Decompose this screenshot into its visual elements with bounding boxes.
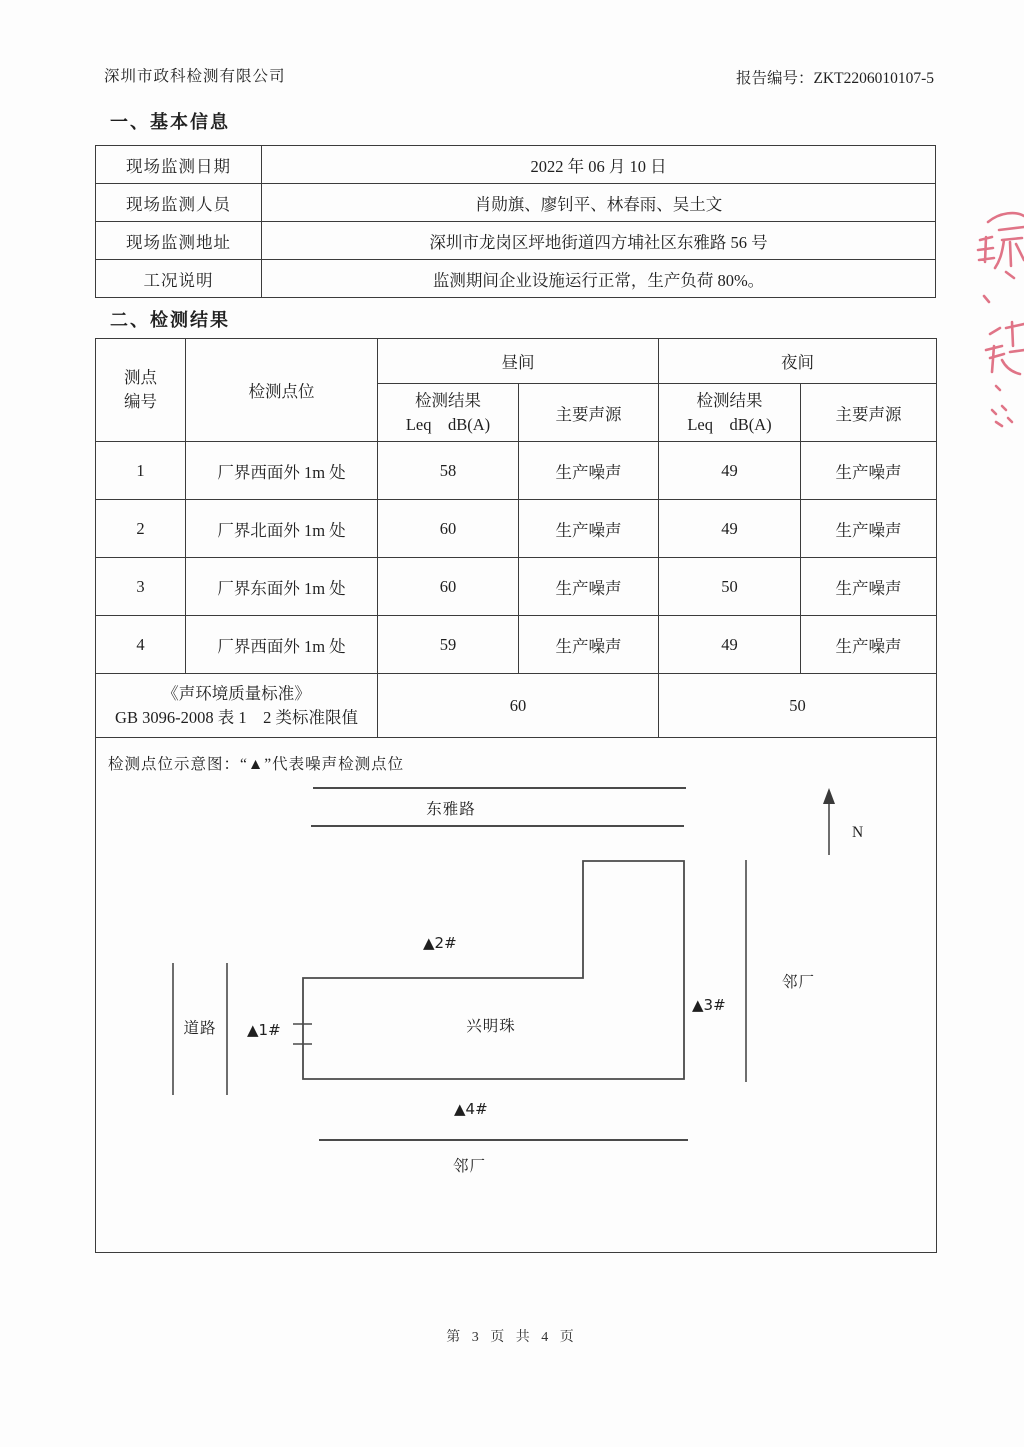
road-label-left: 道路 <box>183 1020 217 1037</box>
col-header-night-result: 检测结果 Leq dB(A) <box>659 384 801 442</box>
table-row <box>96 500 937 558</box>
day-leq: 60 <box>378 558 519 616</box>
night-source: 生产噪声 <box>801 558 937 616</box>
work-condition-label: 工况说明 <box>96 260 262 298</box>
col-header-day-source: 主要声源 <box>519 384 659 442</box>
monitor-date-label: 现场监测日期 <box>96 146 262 184</box>
section-title-basic-info: 一、基本信息 <box>110 112 230 132</box>
point-no: 4 <box>96 616 186 674</box>
header-report-number: 报告编号：ZKT2206010107-5 <box>735 70 934 87</box>
point-location: 厂界东面外 1m 处 <box>186 558 378 616</box>
table-row <box>96 184 936 222</box>
night-source: 生产噪声 <box>801 616 937 674</box>
results-table <box>95 338 937 1253</box>
point-no: 3 <box>96 558 186 616</box>
building-label: 兴明珠 <box>466 1018 516 1035</box>
point-location: 厂界北面外 1m 处 <box>186 500 378 558</box>
night-leq: 49 <box>659 500 801 558</box>
site-diagram-drawing <box>96 738 934 1250</box>
point-location: 厂界西面外 1m 处 <box>186 442 378 500</box>
day-source: 生产噪声 <box>519 616 659 674</box>
day-source: 生产噪声 <box>519 500 659 558</box>
day-leq: 59 <box>378 616 519 674</box>
day-source: 生产噪声 <box>519 558 659 616</box>
work-condition-value: 监测期间企业设施运行正常，生产负荷 80%。 <box>262 260 936 298</box>
red-stamp-fragment <box>966 200 1024 445</box>
page-footer: 第 3 页 共 4 页 <box>446 1330 578 1345</box>
table-row <box>96 442 937 500</box>
point-no: 1 <box>96 442 186 500</box>
col-header-point-no: 测点 编号 <box>96 339 186 442</box>
point-no: 2 <box>96 500 186 558</box>
table-row <box>96 260 936 298</box>
north-label: N <box>852 824 865 841</box>
monitor-staff-value: 肖勋旗、廖钊平、林春雨、吴土文 <box>262 184 936 222</box>
table-row <box>96 146 936 184</box>
night-leq: 49 <box>659 442 801 500</box>
table-row <box>96 616 937 674</box>
col-header-day-result: 检测结果 Leq dB(A) <box>378 384 519 442</box>
noise-point-marker-1: ▲1# <box>247 1021 281 1039</box>
monitor-staff-label: 现场监测人员 <box>96 184 262 222</box>
table-header-row <box>96 339 937 384</box>
day-leq: 58 <box>378 442 519 500</box>
standard-night-limit: 50 <box>659 674 937 738</box>
monitor-address-value: 深圳市龙岗区坪地街道四方埔社区东雅路 56 号 <box>262 222 936 260</box>
section-title-results: 二、检测结果 <box>110 310 230 330</box>
night-source: 生产噪声 <box>801 442 937 500</box>
diagram-note: 检测点位示意图：“▲”代表噪声检测点位 <box>108 756 405 773</box>
day-source: 生产噪声 <box>519 442 659 500</box>
north-arrow-icon <box>823 788 835 855</box>
site-diagram <box>96 738 937 1253</box>
point-location: 厂界西面外 1m 处 <box>186 616 378 674</box>
monitor-address-label: 现场监测地址 <box>96 222 262 260</box>
night-leq: 50 <box>659 558 801 616</box>
diagram-row <box>96 738 937 1253</box>
header-company-name: 深圳市政科检测有限公司 <box>104 68 286 85</box>
standard-day-limit: 60 <box>378 674 659 738</box>
day-leq: 60 <box>378 500 519 558</box>
col-header-daytime: 昼间 <box>378 339 659 384</box>
basic-info-table <box>95 145 936 298</box>
night-leq: 49 <box>659 616 801 674</box>
monitor-date-value: 2022 年 06 月 10 日 <box>262 146 936 184</box>
noise-point-marker-3: ▲3# <box>692 996 726 1014</box>
neighbor-label-right: 邻厂 <box>782 974 816 991</box>
standard-label: 《声环境质量标准》 GB 3096-2008 表 1 2 类标准限值 <box>96 674 378 738</box>
table-row <box>96 222 936 260</box>
standard-limit-row <box>96 674 937 738</box>
col-header-night-source: 主要声源 <box>801 384 937 442</box>
col-header-location: 检测点位 <box>186 339 378 442</box>
table-row <box>96 558 937 616</box>
road-label-dongyalu: 东雅路 <box>426 801 476 818</box>
col-header-nighttime: 夜间 <box>659 339 937 384</box>
noise-point-marker-2: ▲2# <box>423 934 457 952</box>
night-source: 生产噪声 <box>801 500 937 558</box>
noise-point-marker-4: ▲4# <box>454 1100 488 1118</box>
neighbor-label-bottom: 邻厂 <box>453 1158 487 1175</box>
